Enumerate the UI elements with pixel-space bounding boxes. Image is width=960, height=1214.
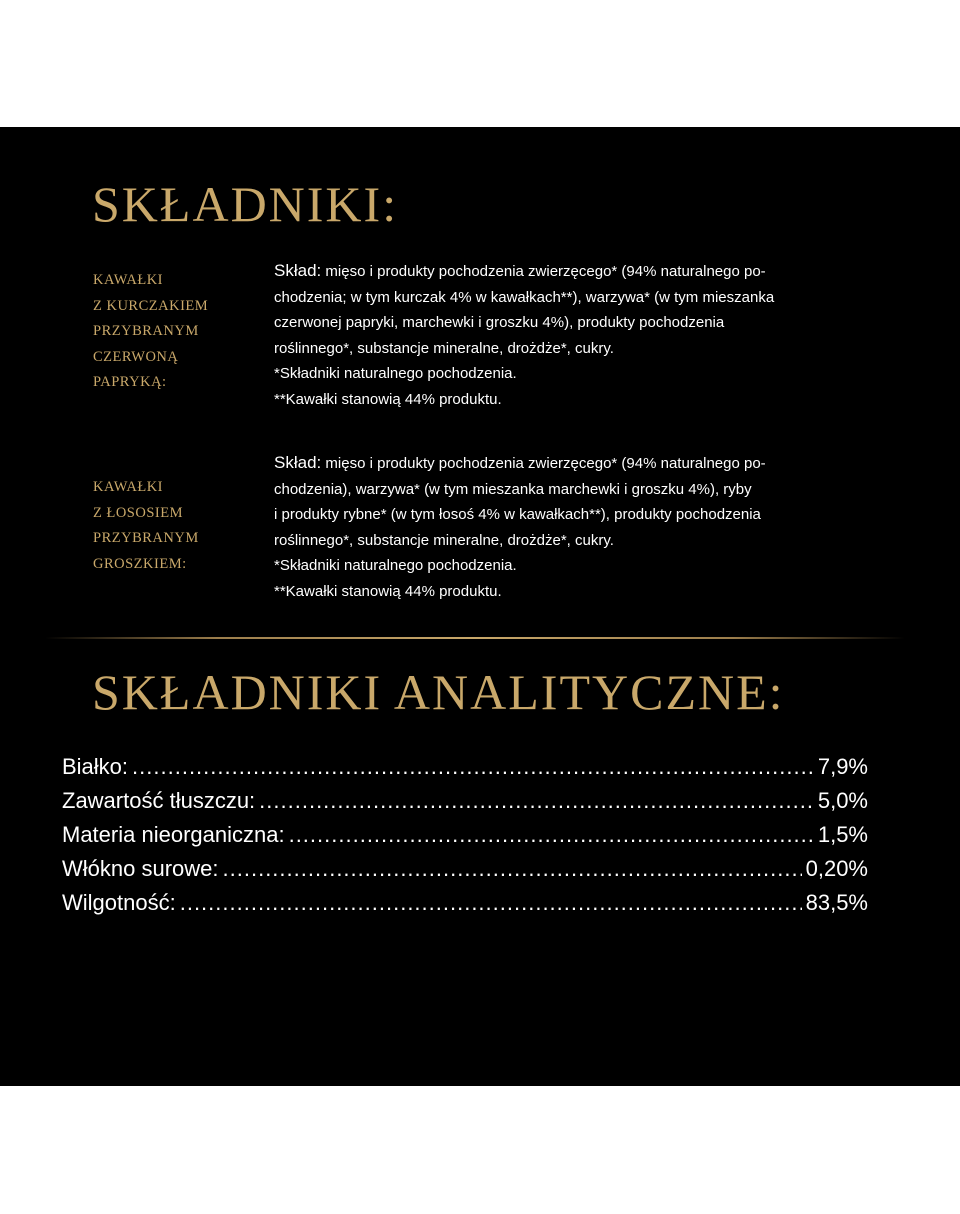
analysis-value: 83,5%: [805, 890, 868, 915]
dot-leader: [289, 818, 814, 852]
analytical-heading: SKŁADNIKI ANALITYCZNE:: [92, 664, 785, 720]
label-line: Z KURCZAKIEM: [93, 297, 209, 314]
text-line: mięso i produkty pochodzenia zwierzęcego* (94% naturalnego po-: [321, 455, 766, 472]
text-line: czerwonej papryki, marchewki i groszku 4%), produkty pochodzenia: [274, 314, 725, 332]
text-line: i produkty rybne* (w tym łosoś 4% w kawałkach**), produkty pochodzenia: [274, 506, 761, 524]
analysis-value: 7,9%: [817, 754, 868, 779]
block-2-label: [93, 475, 199, 577]
analysis-value: 5,0%: [817, 788, 868, 813]
analysis-row-fat: [62, 784, 868, 818]
dot-leader: [132, 750, 814, 784]
label-line: KAWAŁKI: [93, 479, 163, 495]
label-line: PRZYBRANYM: [93, 323, 199, 339]
label-line: KAWAŁKI: [93, 272, 163, 288]
text-line: roślinnego*, substancje mineralne, drożdże*, cukry.: [274, 531, 614, 549]
text-line: **Kawałki stanowią 44% produktu.: [274, 390, 502, 408]
block-2-text: [274, 450, 874, 605]
label-line: GROSZKIEM:: [93, 555, 187, 572]
ingredients-heading: SKŁADNIKI:: [92, 176, 399, 232]
text-line: roślinnego*, substancje mineralne, drożdże*, cukry.: [274, 339, 614, 357]
analysis-value: 1,5%: [817, 822, 868, 847]
analysis-name: Wilgotność:: [62, 890, 176, 915]
analysis-row-moisture: [62, 886, 868, 920]
analysis-name: Materia nieorganiczna:: [62, 822, 285, 847]
text-line: chodzenia), warzywa* (w tym mieszanka marchewki i groszku 4%), ryby: [274, 480, 752, 498]
composition-lead: Skład:: [274, 261, 322, 280]
text-line: *Składniki naturalnego pochodzenia.: [274, 557, 517, 575]
dot-leader: [259, 784, 814, 818]
analysis-value: 0,20%: [805, 856, 868, 881]
text-line: mięso i produkty pochodzenia zwierzęcego* (94% naturalnego po-: [321, 263, 766, 280]
label-line: CZERWONĄ: [93, 348, 179, 365]
analysis-name: Włókno surowe:: [62, 856, 219, 881]
gold-divider: [45, 637, 905, 639]
composition-lead: Skład:: [274, 453, 322, 472]
label-line: PAPRYKĄ:: [93, 374, 167, 390]
label-line: PRZYBRANYM: [93, 530, 199, 546]
text-line: chodzenia; w tym kurczak 4% w kawałkach**), warzywa* (w tym mieszanka: [274, 288, 775, 306]
dot-leader: [180, 886, 802, 920]
text-line: **Kawałki stanowią 44% produktu.: [274, 582, 502, 600]
ingredients-panel: [0, 127, 960, 1086]
analysis-name: Białko:: [62, 754, 129, 779]
dot-leader: [223, 852, 802, 886]
text-line: *Składniki naturalnego pochodzenia.: [274, 365, 517, 383]
block-1-label: [93, 268, 208, 396]
label-line: Z ŁOSOSIEM: [93, 504, 183, 521]
analysis-row-ash: [62, 818, 868, 852]
analytical-list: [62, 750, 868, 920]
analysis-name: Zawartość tłuszczu:: [62, 788, 256, 813]
analysis-row-protein: [62, 750, 868, 784]
block-1-text: [274, 258, 874, 413]
analysis-row-fibre: [62, 852, 868, 886]
